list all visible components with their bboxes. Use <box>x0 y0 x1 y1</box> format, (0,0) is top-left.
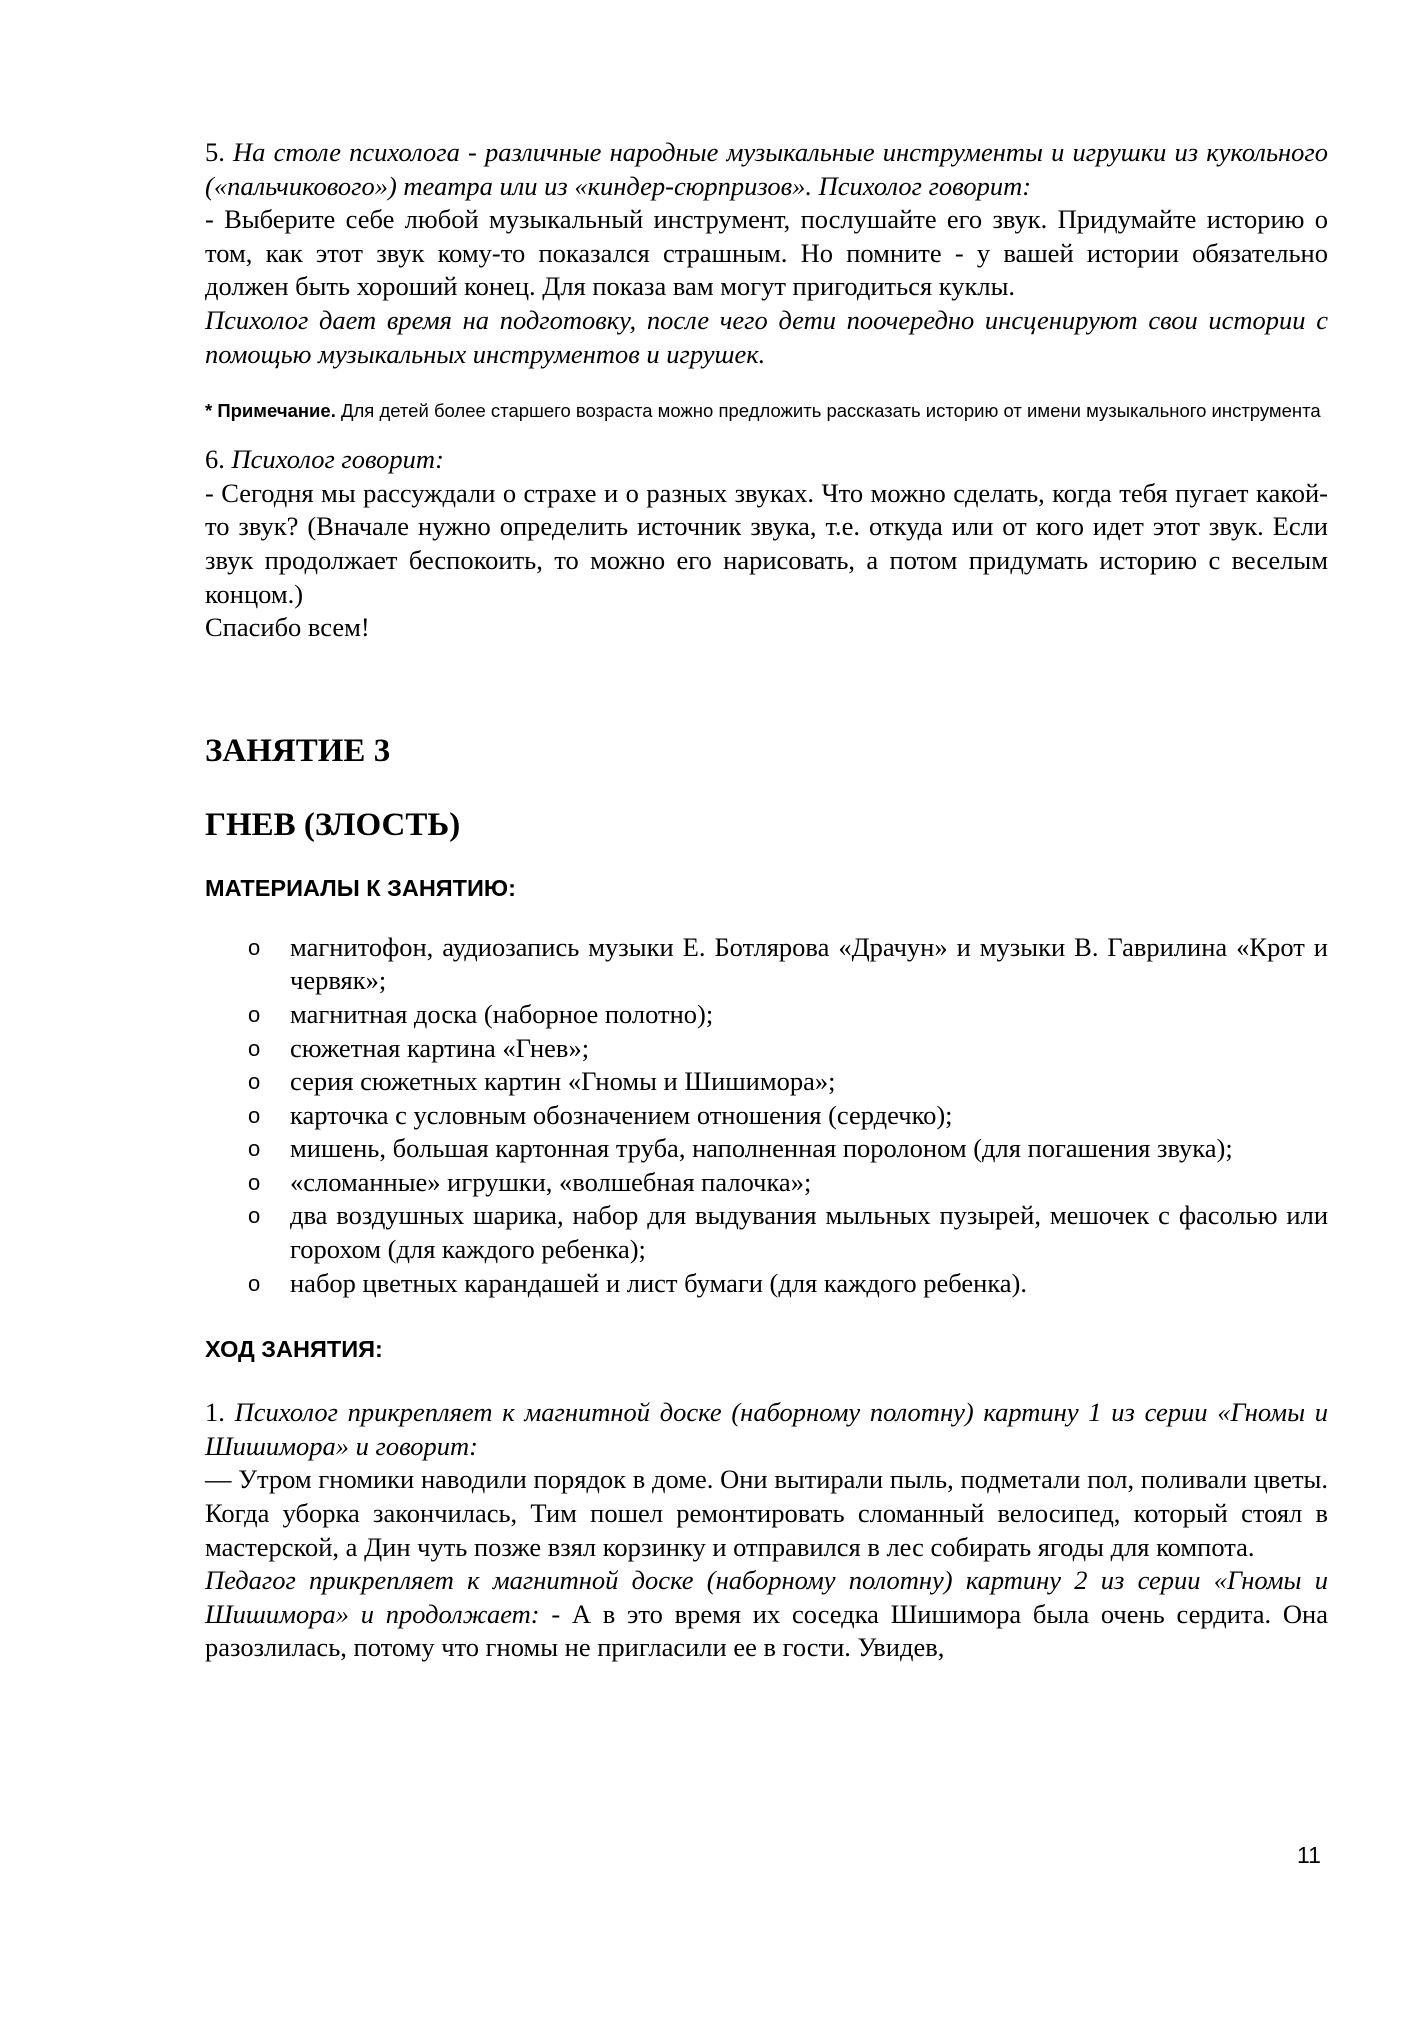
section-5-number: 5. <box>205 137 225 167</box>
note-label: * Примечание. <box>205 400 336 422</box>
materials-heading: МАТЕРИАЛЫ К ЗАНЯТИЮ: <box>205 874 516 901</box>
materials-item: o карточка с условным обозначением отношения (сердечко); <box>205 1099 1328 1133</box>
bullet-icon: o <box>248 1270 261 1296</box>
materials-item: o «сломанные» игрушки, «волшебная палочка»; <box>205 1166 1328 1200</box>
step-1-number: 1. <box>205 1397 225 1428</box>
materials-item: o мишень, большая картонная труба, наполненная поролоном (для погашения звука); <box>205 1132 1328 1166</box>
section-5-intro-text: На столе психолога - различные народные музыкальные инструменты и игрушки из кукольного («пальчикового») театра или из «киндер-сюрпризов». Психолог говорит: <box>205 137 1329 201</box>
section-6-thanks: Спасибо всем! <box>205 612 370 643</box>
materials-item: o сюжетная картина «Гнев»; <box>205 1032 1328 1066</box>
bullet-icon: o <box>248 1203 261 1229</box>
step-1-speech: — Утром гномики наводили порядок в доме. Они вытирали пыль, подметали пол, поливали цветы. Когда уборка закончилась, Тим пошел ремонтировать сломанный велосипед, который стоял в мастерской, а Дин чуть позже взял корзинку и отправился в лес собирать ягоды для компота. <box>205 1464 1328 1562</box>
step-1-teacher <box>205 1564 1328 1665</box>
bullet-icon: o <box>248 1001 261 1027</box>
step-1-intro <box>205 1396 1328 1463</box>
bullet-icon: o <box>248 934 261 960</box>
note <box>205 399 1328 423</box>
materials-item: o магнитофон, аудиозапись музыки Е. Ботлярова «Драчун» и музыки В. Гаврилина «Крот и червяк»; <box>248 931 1328 996</box>
materials-item: o набор цветных карандашей и лист бумаги (для каждого ребенка). <box>205 1267 1328 1301</box>
section-6-intro-text: Психолог говорит: <box>231 444 444 475</box>
materials-item: o два воздушных шарика, набор для выдувания мыльных пузырей, мешочек с фасолью или горохом (для каждого ребенка); <box>248 1200 1328 1265</box>
lesson-subtitle: ГНЕВ (ЗЛОСТЬ) <box>205 806 461 843</box>
bullet-icon: o <box>248 1069 261 1095</box>
bullet-icon: o <box>248 1169 261 1195</box>
bullet-icon: o <box>248 1102 261 1128</box>
materials-list <box>205 931 1328 1301</box>
lesson-title: ЗАНЯТИЕ 3 <box>205 732 391 769</box>
section-6-number: 6. <box>205 444 225 475</box>
section-5-speech: - Выберите себе любой музыкальный инструмент, послушайте его звук. Придумайте историю о том, как этот звук кому-то показался страшным. Но помните - у вашей истории обязательно должен быть хороший конец. Для показа вам могут пригодиться куклы. <box>205 204 1328 302</box>
section-6-intro <box>205 443 1328 477</box>
section-5-intro <box>205 136 1328 203</box>
note-text: Для детей более старшего возраста можно предложить рассказать историю от имени музыкального инструмента <box>335 400 1321 422</box>
page-content <box>205 132 1328 1665</box>
step-1-intro-text: Психолог прикрепляет к магнитной доске (наборному полотну) картину 1 из серии «Гномы и Шишимора» и говорит: <box>205 1397 1329 1461</box>
section-5-after: Психолог дает время на подготовку, после чего дети поочередно инсценируют свои истории с помощью музыкальных инструментов и игрушек. <box>205 304 1328 369</box>
section-6-speech: - Сегодня мы рассуждали о страхе и о разных звуках. Что можно сделать, когда тебя пугает какой-то звук? (Вначале нужно определить источник звука, т.е. откуда или от кого идет этот звук. Если звук продолжает беспокоить, то можно его нарисовать, а потом придумать историю с веселым концом.) <box>205 477 1328 609</box>
bullet-icon: o <box>248 1136 261 1162</box>
step-1-teacher-intro: Педагог прикрепляет к магнитной доске (наборному полотну) картину 2 из серии «Гномы и Шишимора» и продолжает: <box>205 1565 1328 1629</box>
materials-item: o магнитная доска (наборное полотно); <box>205 998 1328 1032</box>
page-number: 11 <box>1297 1842 1321 1868</box>
step-1-teacher-speech: - А в это время их соседка Шишимора была очень сердита. Она разозлилась, потому что гномы не пригласили ее в гости. Увидев, <box>205 1598 1328 1663</box>
bullet-icon: o <box>248 1035 261 1061</box>
materials-item: o серия сюжетных картин «Гномы и Шишимора»; <box>205 1065 1328 1099</box>
course-heading: ХОД ЗАНЯТИЯ: <box>205 1336 383 1363</box>
